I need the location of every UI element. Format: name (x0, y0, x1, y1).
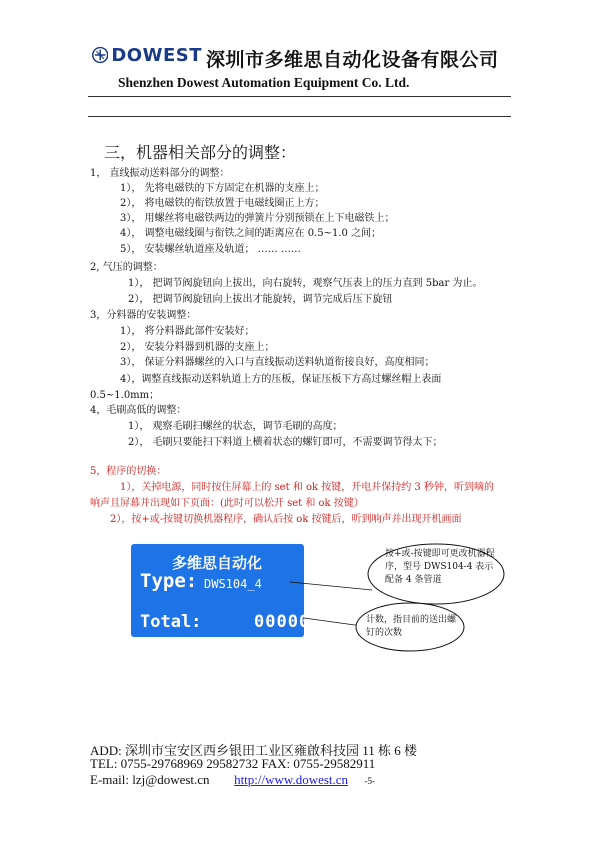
logo-text: DOWEST (111, 44, 202, 66)
footer-address: ADD: 深圳市宝安区西乡银田工业区雍啟科技园 11 栋 6 楼 (90, 743, 418, 758)
item-3-2: 2）， 安装分料器到机器的支座上； (120, 342, 275, 353)
item-5-heading: 5，程序的切换： (90, 466, 167, 477)
footer-tel: TEL: 0755-29768969 29582732 FAX: 0755-29582911 (90, 756, 376, 771)
item-2-1: 1）， 把调节阀旋钮向上拔出，向右旋转，观察气压表上的压力直到 5bar 为止。 (128, 278, 483, 289)
item-1-3: 3）， 用螺丝将电磁铁两边的弹簧片分别预锁在上下电磁铁上； (120, 213, 395, 224)
company-name-en: Shenzhen Dowest Automation Equipment Co. Ltd. (118, 75, 410, 90)
footer-email-line (90, 772, 375, 788)
screen-count: 00000 (254, 612, 311, 632)
screen-total-label: Total: (140, 612, 202, 632)
callout-bottom-text: 计数，指目前的送出螺钉的次数 (366, 615, 457, 638)
item-3-3: 3）， 保证分料器螺丝的入口与直线振动送料轨道衔接良好，高度相同； (120, 357, 435, 368)
item-5-2: 2），按+或-按键切换机器程序，确认后按 ok 按键后，听到响声并出现开机画面 (110, 514, 462, 525)
footer-email: E-mail: lzj@dowest.cn (90, 772, 210, 787)
item-2-2: 2）， 把调节阀旋钮向上拔出才能旋转，调节完成后压下旋钮 (128, 294, 393, 305)
footer-website-link[interactable]: http://www.dowest.cn (234, 772, 349, 787)
item-3-4-cont: 0.5~1.0mm； (90, 390, 160, 401)
screen-type-label: Type: (140, 570, 198, 592)
item-4-1: 1）， 观察毛刷扫螺丝的状态，调节毛刷的高度； (128, 421, 343, 432)
page-number: -5- (364, 776, 376, 786)
callout-bottom-pointer (304, 618, 362, 626)
callout-top-text: 按+或-按键即可更改机器程序，型号 DWS104-4 表示配备 4 条管道 (385, 549, 495, 585)
company-name-cn: 深圳市多维思自动化设备有限公司 (206, 49, 499, 71)
item-5-1-cont: 响声且屏幕并出现如下页面：(此时可以松开 set 和 ok 按键） (90, 498, 364, 509)
item-1-heading: 1， 直线振动送料部分的调整： (90, 168, 230, 179)
item-1-2: 2）， 将电磁铁的衔铁放置于电磁线圈正上方； (120, 198, 325, 209)
item-1-1: 1）， 先将电磁铁的下方固定在机器的支座上； (120, 183, 325, 194)
item-4-2: 2）， 毛刷只要能扫下料道上横着状态的螺钉即可，不需要调节得太下； (128, 437, 443, 448)
item-3-heading: 3，分料器的安装调整： (90, 310, 197, 321)
item-1-4: 4）， 调整电磁线圈与衔铁之间的距离应在 0.5~1.0 之间； (120, 228, 382, 239)
item-5-1: 1），关掉电源，同时按住屏幕上的 set 和 ok 按键，开电并保持约 3 秒钟，听到嘀的 (120, 482, 494, 493)
item-4-heading: 4，毛刷高低的调整： (90, 405, 187, 416)
item-2-heading: 2, 气压的调整： (90, 262, 163, 273)
callout-top-pointer (290, 582, 372, 590)
item-1-5: 5）， 安装螺丝轨道座及轨道； …… …… (120, 244, 301, 255)
item-3-4: 4），调整直线振动送料轨道上方的压板，保证压板下方高过螺丝帽上表面 (120, 374, 442, 385)
screen-model: DWS104_4 (204, 577, 262, 591)
item-3-1: 1）， 将分料器此部件安装好； (120, 326, 255, 337)
screen-title: 多维思自动化 (172, 554, 263, 572)
section-title: 三，机器相关部分的调整： (104, 143, 297, 162)
